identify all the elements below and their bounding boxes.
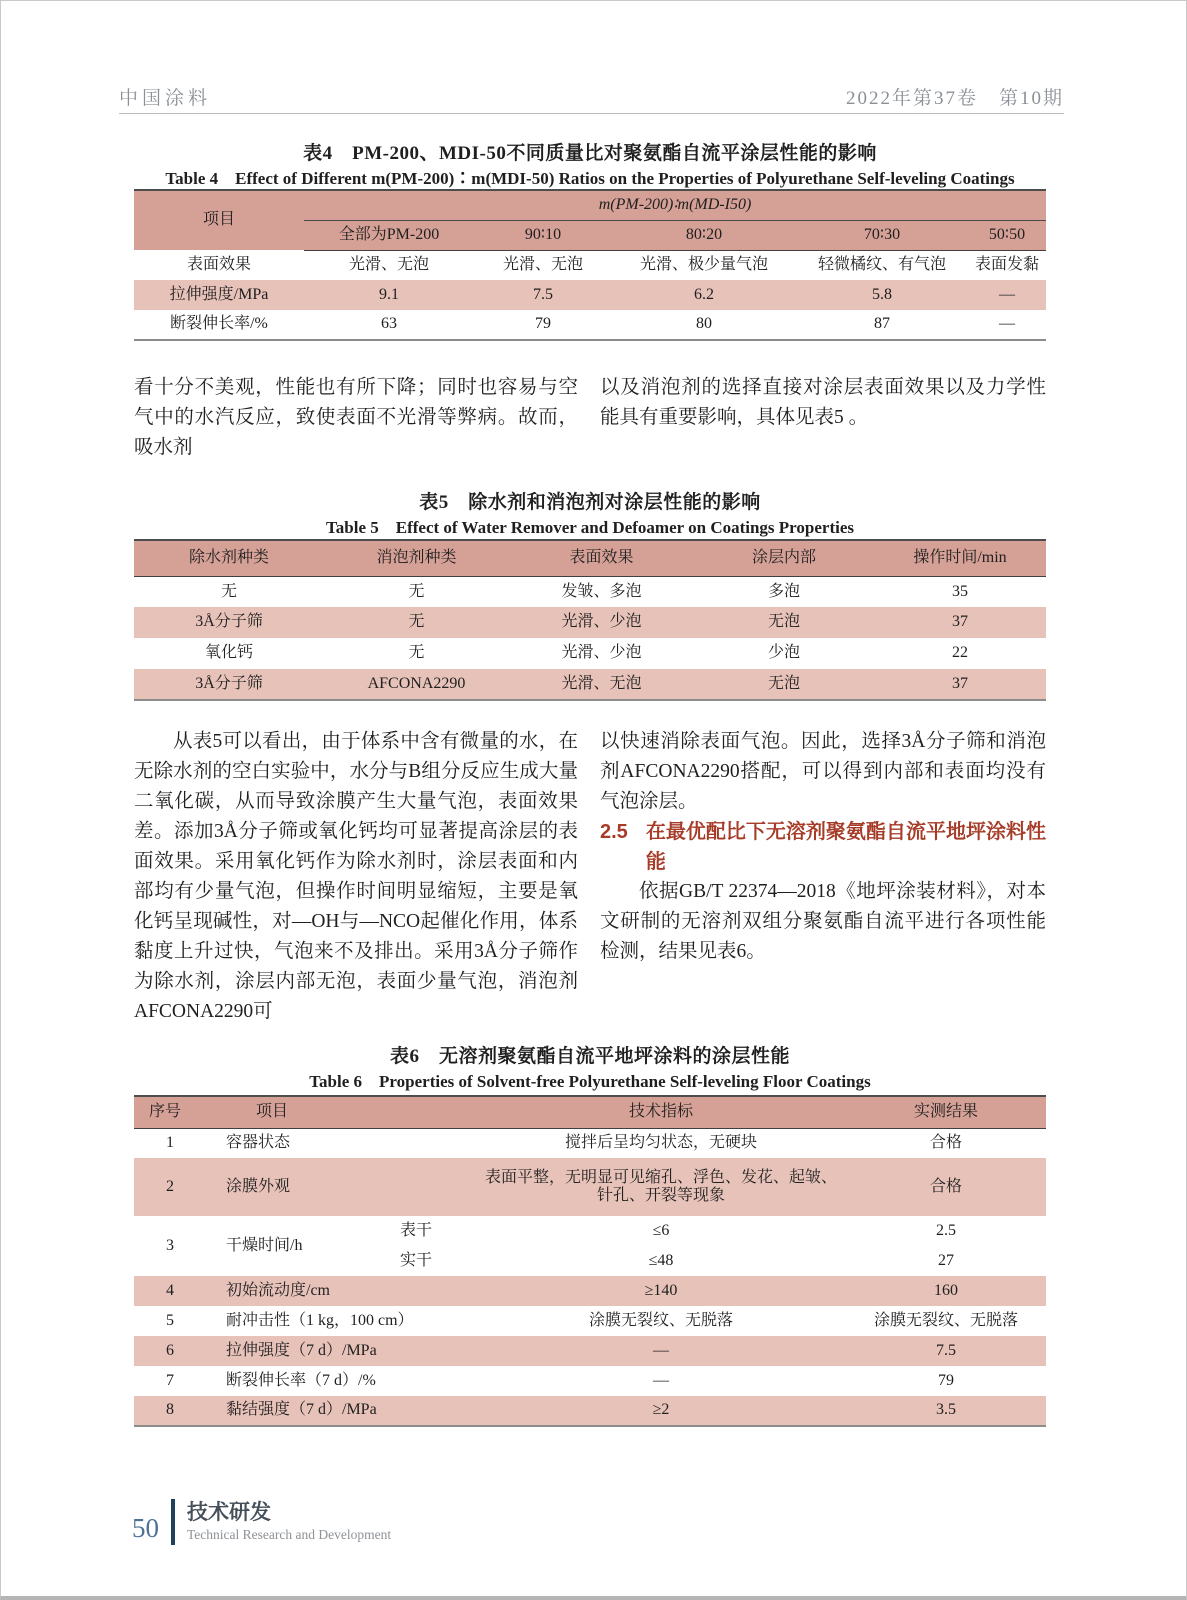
table-cell: 22 xyxy=(952,644,968,662)
table-cell: 87 xyxy=(874,315,890,333)
table-cell: 多泡 xyxy=(767,582,800,600)
table-cell: 7.5 xyxy=(936,1341,957,1359)
table6-row xyxy=(134,1366,1046,1396)
table-cell: 无 xyxy=(220,582,237,600)
table-cell: 涂膜无裂纹、无脱落 xyxy=(589,1311,734,1329)
table4-head-span: m(PM-200)∶m(MD-I50) xyxy=(304,190,1046,220)
table-cell: 无泡 xyxy=(767,674,800,692)
table6-row xyxy=(134,1276,1046,1306)
table5-head: 除水剂种类 xyxy=(134,540,324,576)
table-cell: 光滑、极少量气泡 xyxy=(639,256,768,274)
table-cell: 表干 xyxy=(400,1221,433,1239)
table-cell: 无 xyxy=(408,644,425,662)
table-cell: 160 xyxy=(934,1281,959,1299)
table-cell: 合格 xyxy=(930,1134,963,1152)
table-cell: 5.8 xyxy=(872,285,892,303)
table-cell: — xyxy=(653,1371,670,1389)
table5 xyxy=(134,539,1046,701)
row-number: 6 xyxy=(166,1341,174,1359)
table-cell: 35 xyxy=(952,582,968,600)
table-cell: 3Å分子筛 xyxy=(195,613,263,631)
table4 xyxy=(134,189,1046,341)
table6-caption-en: Table 6 Properties of Solvent-free Polyurethane Self-leveling Floor Coatings xyxy=(309,1072,871,1091)
row-number: 1 xyxy=(166,1134,174,1152)
table4-head-item: 项目 xyxy=(202,211,235,229)
table-cell: AFCONA2290 xyxy=(367,674,466,692)
table4-caption-en: Table 4 Effect of Different m(PM-200)∶m(MDI-50) Ratios on the Properties of Polyurethane Self-leveling Coatings xyxy=(165,169,1015,188)
table6-head: 项目 xyxy=(196,1096,476,1128)
row-number: 7 xyxy=(166,1371,174,1389)
table-cell: 光滑、少泡 xyxy=(561,644,642,662)
table4-row xyxy=(134,280,1046,310)
table-cell: 合格 xyxy=(930,1177,963,1195)
table6-row xyxy=(134,1216,1046,1246)
table-cell: 27 xyxy=(938,1251,955,1269)
body-column-left-2 xyxy=(134,727,578,1027)
table-cell: 3.5 xyxy=(936,1401,957,1419)
journal-name: 中国涂料 xyxy=(119,88,212,109)
table-cell: — xyxy=(653,1341,670,1359)
page-number: 50 xyxy=(132,1512,159,1543)
table-cell: 63 xyxy=(381,315,397,333)
footer-accent-bar xyxy=(171,1499,175,1545)
table5-row xyxy=(134,607,1046,638)
table4-row xyxy=(134,310,1046,340)
table5-head: 表面效果 xyxy=(509,540,694,576)
row-number: 3 xyxy=(166,1236,174,1254)
table-cell: 轻微橘纹、有气泡 xyxy=(817,256,946,274)
table-cell: 37 xyxy=(952,613,968,631)
table-cell: 3Å分子筛 xyxy=(195,674,263,692)
table5-head: 涂层内部 xyxy=(694,540,874,576)
table-cell: 无 xyxy=(408,582,425,600)
row-number: 2 xyxy=(166,1177,174,1195)
paragraph: 看十分不美观，性能也有所下降；同时也容易与空气中的水汽反应，致使表面不光滑等弊病。故而，吸水剂 xyxy=(134,377,578,458)
table-cell: 少泡 xyxy=(767,644,800,662)
table-cell: ≤6 xyxy=(652,1221,670,1239)
table-cell: 79 xyxy=(535,315,551,333)
table4-subhead: 80∶20 xyxy=(612,220,796,250)
table-cell: 光滑、无泡 xyxy=(561,674,642,692)
table6-head: 实测结果 xyxy=(846,1096,1046,1128)
table6-row xyxy=(134,1336,1046,1366)
section-number: 2.5 xyxy=(600,821,628,843)
row-item: 初始流动度/cm xyxy=(226,1281,330,1299)
paragraph: 依据GB/T 22374—2018《地坪涂装材料》，对本文研制的无溶剂双组分聚氨酯自流平进行各项性能检测，结果见表6。 xyxy=(600,881,1046,962)
table6-head: 序号 xyxy=(134,1096,196,1128)
table4-subhead: 50∶50 xyxy=(968,220,1046,250)
row-item: 断裂伸长率（7 d）/% xyxy=(226,1371,376,1389)
table6-caption-cn: 表6 无溶剂聚氨酯自流平地坪涂料的涂层性能 xyxy=(389,1046,790,1067)
row-number: 4 xyxy=(166,1281,174,1299)
table-cell: 79 xyxy=(938,1371,955,1389)
table4-row xyxy=(134,250,1046,280)
table-cell: 表面发黏 xyxy=(975,256,1040,274)
table4-subhead: 70∶30 xyxy=(796,220,968,250)
table-cell: 实干 xyxy=(400,1251,433,1269)
footer-section-cn: 技术研发 xyxy=(187,1500,271,1524)
row-item: 涂膜外观 xyxy=(226,1177,291,1195)
table5-row xyxy=(134,638,1046,669)
issue-info: 2022年第37卷 第10期 xyxy=(845,88,1064,109)
table6 xyxy=(134,1095,1046,1427)
table-cell: 表面平整，无明显可见缩孔、浮色、发花、起皱、针孔、开裂等现象 xyxy=(485,1168,838,1204)
table-cell: 涂膜无裂纹、无脱落 xyxy=(874,1311,1019,1329)
table-cell: — xyxy=(999,285,1015,303)
section-heading-2-5 xyxy=(600,817,1046,877)
body-column-left-1 xyxy=(134,373,578,463)
table-cell: ≥140 xyxy=(644,1281,678,1299)
table-cell: 无泡 xyxy=(767,613,800,631)
table-cell: 6.2 xyxy=(694,285,714,303)
row-number: 8 xyxy=(166,1401,174,1419)
table4-caption-cn: 表4 PM-200、MDI-50不同质量比对聚氨酯自流平涂层性能的影响 xyxy=(303,143,877,164)
table-cell: 2.5 xyxy=(936,1221,957,1239)
body-column-right-2 xyxy=(600,727,1046,967)
row-label: 断裂伸长率/% xyxy=(170,315,268,333)
table4-subhead: 90∶10 xyxy=(474,220,612,250)
body-column-right-1 xyxy=(600,373,1046,433)
table6-head: 技术指标 xyxy=(476,1096,846,1128)
table5-caption-en: Table 5 Effect of Water Remover and Defoamer on Coatings Properties xyxy=(325,518,855,537)
table-cell: 光滑、少泡 xyxy=(561,613,642,631)
running-head xyxy=(119,83,1064,110)
row-item: 耐冲击性（1 kg，100 cm） xyxy=(226,1311,414,1329)
table5-head: 消泡剂种类 xyxy=(324,540,509,576)
table-cell: — xyxy=(999,315,1015,333)
row-item: 黏结强度（7 d）/MPa xyxy=(226,1401,377,1419)
table-cell: 发皱、多泡 xyxy=(561,582,642,600)
table-cell: 无 xyxy=(408,613,425,631)
table5-caption-cn: 表5 除水剂和消泡剂对涂层性能的影响 xyxy=(419,492,761,513)
page-footer xyxy=(132,1499,391,1545)
row-item: 干燥时间/h xyxy=(226,1236,303,1254)
header-rule xyxy=(119,113,1064,114)
footer-section-en: Technical Research and Development xyxy=(187,1527,392,1543)
table-cell: ≥2 xyxy=(652,1401,670,1419)
table5-row xyxy=(134,576,1046,607)
table-cell: 光滑、无泡 xyxy=(348,256,429,274)
row-item: 拉伸强度（7 d）/MPa xyxy=(226,1341,377,1359)
table5-row xyxy=(134,669,1046,700)
table-cell: 光滑、无泡 xyxy=(502,256,583,274)
row-label: 表面效果 xyxy=(186,255,251,273)
paragraph: 从表5可以看出，由于体系中含有微量的水，在无除水剂的空白实验中，水分与B组分反应生成大量二氧化碳，从而导致涂膜产生大量气泡，表面效果差。添加3Å分子筛或氧化钙均可显著提高涂层的表面效果。采用氧化钙作为除水剂时，涂层表面和内部均有少量气泡，但操作时间明显缩短，主要是氧化钙呈现碱性，对—OH与—NCO起催化作用，体系黏度上升过快，气泡来不及排出。采用3Å分子筛作为除水剂，涂层内部无泡，表面少量气泡，消泡剂AFCONA2290可 xyxy=(134,731,578,1022)
table-cell: 7.5 xyxy=(533,285,553,303)
table-cell: 氧化钙 xyxy=(204,644,253,662)
row-number: 5 xyxy=(166,1311,174,1329)
table4-subhead: 全部为PM-200 xyxy=(304,220,474,250)
table6-row xyxy=(134,1306,1046,1336)
table-cell: 80 xyxy=(696,315,712,333)
row-item: 容器状态 xyxy=(226,1134,291,1152)
paragraph: 以快速消除表面气泡。因此，选择3Å分子筛和消泡剂AFCONA2290搭配，可以得到内部和表面均没有气泡涂层。 xyxy=(600,731,1046,812)
table-cell: 37 xyxy=(952,674,968,692)
table-cell: 搅拌后呈均匀状态，无硬块 xyxy=(565,1134,758,1152)
section-title: 在最优配比下无溶剂聚氨酯自流平地坪涂料性能 xyxy=(645,821,1046,873)
table6-row xyxy=(134,1128,1046,1158)
paragraph: 以及消泡剂的选择直接对涂层表面效果以及力学性能具有重要影响，具体见表5 。 xyxy=(600,377,1046,428)
table6-row xyxy=(134,1396,1046,1426)
table5-head: 操作时间/min xyxy=(874,540,1046,576)
row-label: 拉伸强度/MPa xyxy=(169,285,269,303)
table-cell: 9.1 xyxy=(379,285,399,303)
table-cell: ≤48 xyxy=(648,1251,674,1269)
table6-row xyxy=(134,1158,1046,1216)
